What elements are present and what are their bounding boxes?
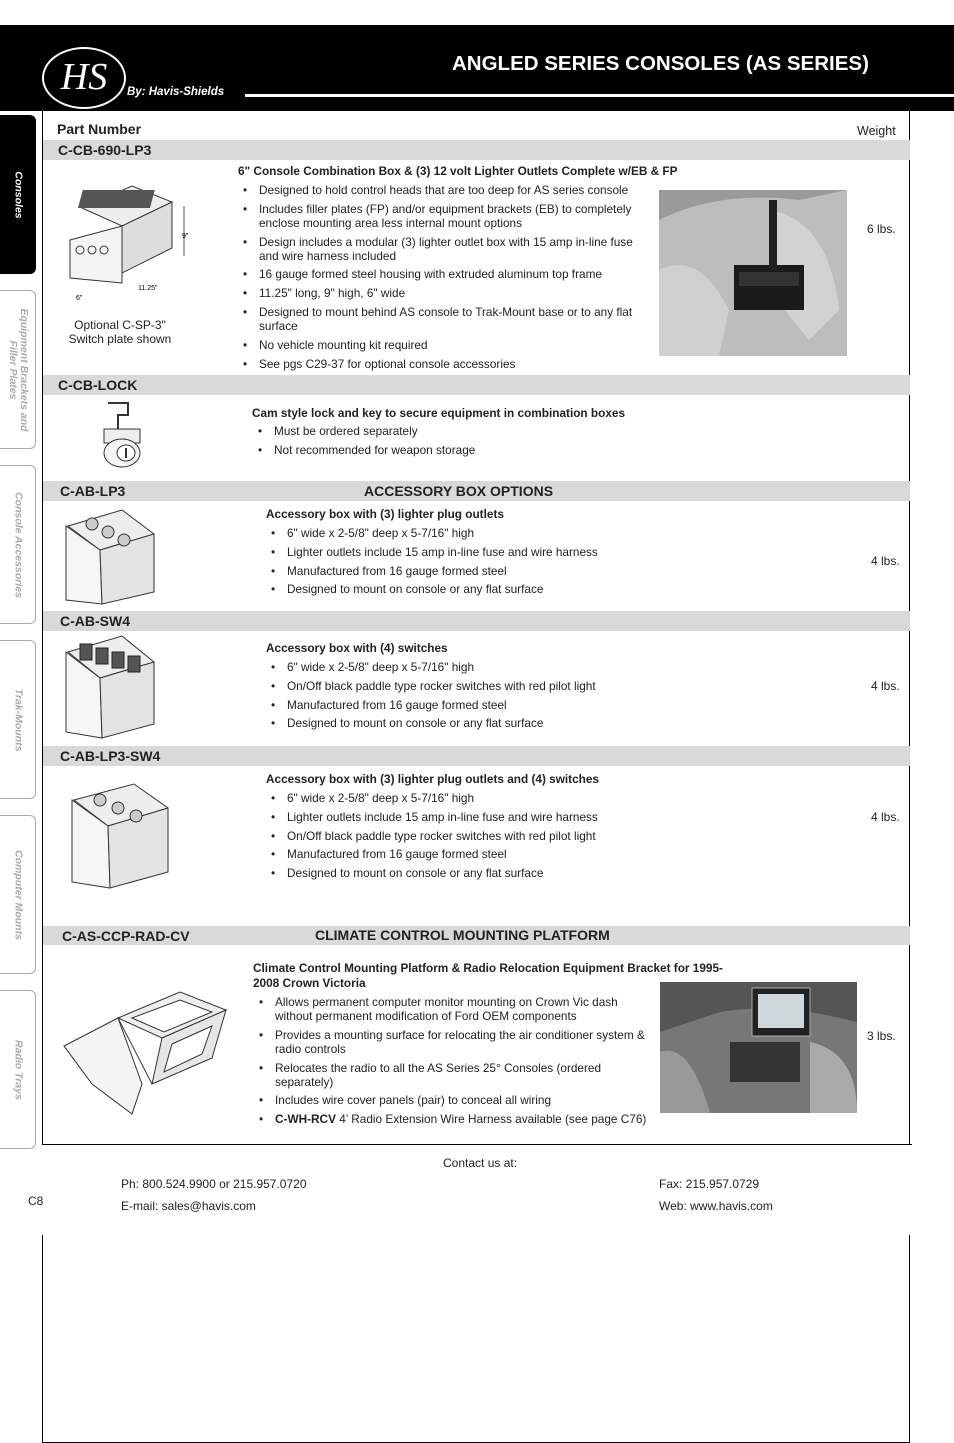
- feature-item: • Not recommended for weapon storage: [254, 443, 654, 457]
- contact-label: Contact us at:: [443, 1156, 518, 1170]
- part-number: C-AS-CCP-RAD-CV: [62, 928, 190, 944]
- wire-harness-part: C-WH-RCV: [275, 1112, 336, 1127]
- product-bar-c-cb-lock: [43, 375, 910, 395]
- product-weight: 6 lbs.: [867, 222, 896, 236]
- section-title: ACCESSORY BOX OPTIONS: [364, 483, 554, 499]
- product-caption: Optional C-SP-3" Switch plate shown: [68, 318, 172, 346]
- feature-list: [267, 660, 667, 735]
- page-title: ANGLED SERIES CONSOLES (AS SERIES): [452, 52, 869, 75]
- feature-item: • On/Off black paddle type rocker switches with red pilot light: [267, 679, 667, 693]
- product-title: Accessory box with (4) switches: [266, 641, 448, 655]
- dim-height: 9": [182, 233, 189, 240]
- weight-header: Weight: [857, 124, 896, 138]
- email-link[interactable]: E-mail: sales@havis.com: [121, 1199, 256, 1213]
- product-title: Cam style lock and key to secure equipment in combination boxes: [252, 406, 626, 420]
- feature-item: • 6" wide x 2-5/8" deep x 5-7/16" high: [267, 791, 667, 805]
- feature-item: • 11.25" long, 9" high, 6" wide: [239, 286, 644, 300]
- side-tab-console-accessories[interactable]: Console Accessories: [0, 465, 36, 624]
- accessory-box-lp3-sw4-drawing: [68, 778, 178, 892]
- feature-list: [267, 791, 667, 885]
- feature-list: [267, 526, 667, 601]
- phone-number[interactable]: Ph: 800.524.9900 or 215.957.0720: [121, 1177, 307, 1191]
- climate-platform-drawing: [62, 988, 242, 1118]
- feature-item: • Designed to mount on console or any flat surface: [267, 582, 667, 596]
- product-weight: 4 lbs.: [871, 679, 900, 693]
- feature-list: [254, 424, 654, 462]
- feature-item: • Manufactured from 16 gauge formed steel: [267, 564, 667, 578]
- product-bar-c-ab-lp3: [43, 481, 910, 501]
- accessory-box-sw4-drawing: [62, 632, 162, 742]
- feature-item: • Designed to mount on console or any flat surface: [267, 866, 667, 880]
- part-number-header: Part Number: [57, 121, 142, 137]
- crown-vic-install-photo: [660, 982, 857, 1113]
- part-number: C-CB-690-LP3: [58, 142, 152, 158]
- feature-item: • Provides a mounting surface for relocating the air conditioner system & radio controls: [255, 1028, 655, 1056]
- product-bar-c-ab-lp3-sw4: [43, 746, 910, 766]
- section-title: CLIMATE CONTROL MOUNTING PLATFORM: [315, 927, 610, 943]
- feature-item: • Manufactured from 16 gauge formed steel: [267, 698, 667, 712]
- feature-item: • 6" wide x 2-5/8" deep x 5-7/16" high: [267, 660, 667, 674]
- feature-item: • 16 gauge formed steel housing with extruded aluminum top frame: [239, 267, 644, 281]
- product-bar-c-ab-sw4: [43, 611, 910, 631]
- product-bar-c-as-ccp-rad-cv: [43, 926, 910, 945]
- web-link[interactable]: Web: www.havis.com: [659, 1199, 773, 1213]
- feature-item: • Lighter outlets include 15 amp in-line fuse and wire harness: [267, 810, 667, 824]
- feature-list: [255, 995, 655, 1131]
- console-installed-photo: [659, 190, 847, 356]
- product-weight: 4 lbs.: [871, 810, 900, 824]
- product-title: 6" Console Combination Box & (3) 12 volt Lighter Outlets Complete w/EB & FP: [238, 164, 678, 178]
- feature-item: • On/Off black paddle type rocker switches with red pilot light: [267, 829, 667, 843]
- product-bar-c-cb-690-lp3: [43, 140, 910, 160]
- combination-box-drawing: [62, 178, 202, 306]
- byline: By: Havis-Shields: [127, 86, 225, 98]
- fax-number: Fax: 215.957.0729: [659, 1177, 760, 1191]
- dim-length: 11.25": [138, 285, 158, 292]
- feature-item: • Designed to mount behind AS console to Trak-Mount base or to any flat surface: [239, 305, 644, 333]
- feature-item: • See pgs C29-37 for optional console accessories: [239, 357, 644, 371]
- side-tab-trak-mounts[interactable]: Trak-Mounts: [0, 640, 36, 799]
- accessory-box-lp3-drawing: [62, 504, 162, 608]
- feature-item: • Includes wire cover panels (pair) to conceal all wiring: [255, 1093, 655, 1107]
- dim-width: 6": [76, 295, 83, 302]
- part-number: C-CB-LOCK: [58, 377, 138, 393]
- feature-item: • 6" wide x 2-5/8" deep x 5-7/16" high: [267, 526, 667, 540]
- header-rule: [245, 94, 954, 97]
- feature-item: • Design includes a modular (3) lighter outlet box with 15 amp in-line fuse and wire harness included: [239, 235, 644, 263]
- wire-harness-note: 4’ Radio Extension Wire Harness available (see page C76): [335, 1112, 647, 1127]
- feature-item: • No vehicle mounting kit required: [239, 338, 644, 352]
- part-number: C-AB-LP3-SW4: [60, 748, 161, 764]
- product-title: Climate Control Mounting Platform & Radio Relocation Equipment Bracket for 1995-2008 Crown Victoria: [253, 961, 723, 990]
- product-weight: 3 lbs.: [867, 1029, 896, 1043]
- feature-list: [239, 183, 644, 375]
- side-tab-radio-trays[interactable]: Radio Trays: [0, 990, 36, 1149]
- side-tab-consoles[interactable]: Consoles: [0, 115, 36, 274]
- feature-item: • Lighter outlets include 15 amp in-line fuse and wire harness: [267, 545, 667, 559]
- page-number: C8: [28, 1194, 44, 1208]
- product-title: Accessory box with (3) lighter plug outlets: [266, 507, 504, 521]
- feature-item: • Relocates the radio to all the AS Series 25° Consoles (ordered separately): [255, 1061, 655, 1089]
- part-number: C-AB-SW4: [60, 613, 130, 629]
- havis-shields-logo: HS: [42, 47, 126, 109]
- feature-item: [255, 1112, 655, 1126]
- side-tab-equipment-brackets[interactable]: Equipment Brackets and Filler Plates: [0, 290, 36, 449]
- feature-item: • Manufactured from 16 gauge formed steel: [267, 847, 667, 861]
- feature-item: • Includes filler plates (FP) and/or equipment brackets (EB) to completely enclose mounting area less internal mount options: [239, 202, 644, 230]
- feature-item: • Must be ordered separately: [254, 424, 654, 438]
- cam-lock-drawing: [98, 401, 148, 471]
- feature-item: • Designed to hold control heads that are too deep for AS series console: [239, 183, 644, 197]
- part-number: C-AB-LP3: [60, 483, 126, 499]
- feature-item: • Allows permanent computer monitor mounting on Crown Vic dash without permanent modification of Ford OEM components: [255, 995, 655, 1023]
- product-title: Accessory box with (3) lighter plug outlets and (4) switches: [266, 772, 599, 786]
- side-tab-computer-mounts[interactable]: Computer Mounts: [0, 815, 36, 974]
- feature-item: • Designed to mount on console or any flat surface: [267, 716, 667, 730]
- product-weight: 4 lbs.: [871, 554, 900, 568]
